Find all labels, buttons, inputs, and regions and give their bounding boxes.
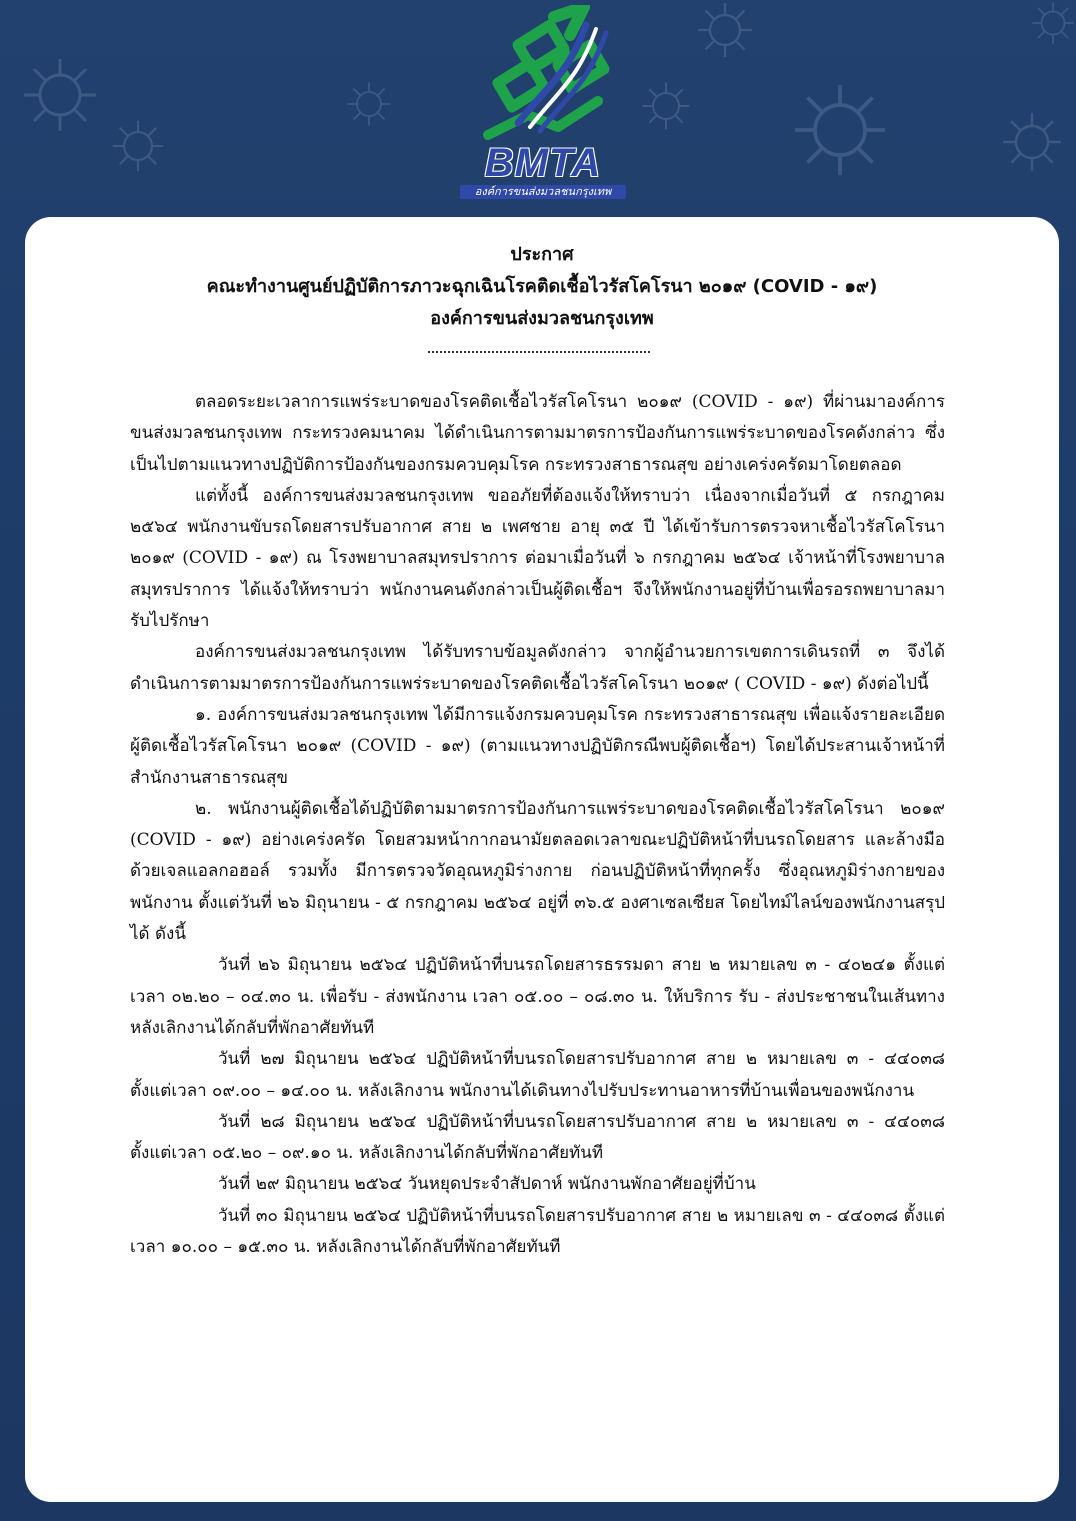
announcement-committee: คณะทำงานศูนย์ปฏิบัติการภาวะฉุกเฉินโรคติดเชื้อไวรัสโคโรนา ๒๐๑๙ (COVID - ๑๙): [206, 276, 878, 297]
announcement-body: [130, 387, 945, 1263]
paragraph: แต่ทั้งนี้ องค์การขนส่งมวลชนกรุงเทพ ขออภัยที่ต้องแจ้งให้ทราบว่า เนื่องจากเมื่อวันที่ ๕ กรกฎาคม ๒๕๖๔ พนักงานขับรถโดยสารปรับอากาศ สาย ๒ เพศชาย อายุ ๓๕ ปี ได้เข้ารับการตรวจหาเชื้อไวรัสโคโรนา ๒๐๑๙ (COVID - ๑๙) ณ โรงพยาบาลสมุทรปราการ ต่อมาเมื่อวันที่ ๖ กรกฎาคม ๒๕๖๔ เจ้าหน้าที่โรงพยาบาลสมุทรปราการ ได้แจ้งให้ทราบว่า พนักงานคนดังกล่าวเป็นผู้ติดเชื้อฯ จึงให้พนักงานอยู่ที่บ้านเพื่อรอรถพยาบาลมารับไปรักษา: [130, 485, 945, 632]
paragraph: ๒. พนักงานผู้ติดเชื้อได้ปฏิบัติตามมาตรการป้องกันการแพร่ระบาดของโรคติดเชื้อไวรัสโคโรนา ๒๐๑๙ (COVID - ๑๙) อย่างเคร่งครัด โดยสวมหน้ากากอนามัยตลอดเวลาขณะปฏิบัติหน้าที่บนรถโดยสาร และล้างมือด้วยเจลแอลกอฮอล์ รวมทั้ง มีการตรวจวัดอุณหภูมิร่างกาย ก่อนปฏิบัติหน้าที่ทุกครั้ง ซึ่งอุณหภูมิร่างกายของพนักงาน ตั้งแต่วันที่ ๒๖ มิถุนายน - ๕ กรกฎาคม ๒๕๖๔ อยู่ที่ ๓๖.๕ องศาเซลเซียส โดยไทม์ไลน์ของพนักงานสรุปได้ ดังนี้: [130, 798, 945, 945]
virus-decoration-icon: [640, 80, 692, 132]
paragraph: ๑. องค์การขนส่งมวลชนกรุงเทพ ได้มีการแจ้งกรมควบคุมโรค กระทรวงสาธารณสุข เพื่อแจ้งรายละเอียดผู้ติดเชื้อไวรัสโคโรนา ๒๐๑๙ (COVID - ๑๙) (ตามแนวทางปฏิบัติกรณีพบผู้ติดเชื้อฯ) โดยได้ประสานเจ้าหน้าที่สำนักงานสาธารณสุข: [130, 704, 945, 788]
virus-decoration-icon: [790, 80, 890, 180]
virus-decoration-icon: [1030, 0, 1076, 46]
bmta-emblem-icon: [458, 5, 628, 145]
announcement-header: [25, 239, 1059, 335]
timeline-entry: วันที่ ๒๘ มิถุนายน ๒๕๖๔ ปฏิบัติหน้าที่บนรถโดยสารปรับอากาศ สาย ๒ หมายเลข ๓ - ๔๔๐๓๘ ตั้งแต่เวลา ๐๕.๒๐ – ๐๙.๑๐ น. หลังเลิกงานได้กลับที่พักอาศัยทันที: [130, 1111, 945, 1164]
paragraph: ตลอดระยะเวลาการแพร่ระบาดของโรคติดเชื้อไวรัสโคโรนา ๒๐๑๙ (COVID - ๑๙) ที่ผ่านมาองค์การขนส่งมวลชนกรุงเทพ กระทรวงคมนาคม ได้ดำเนินการตามมาตรการป้องกันการแพร่ระบาดของโรคดังกล่าว ซึ่งเป็นไปตามแนวทางปฏิบัติการป้องกันของกรมควบคุมโรค กระทรวงสาธารณสุข อย่างเคร่งครัดมาโดยตลอด: [130, 392, 945, 475]
announcement-organization: องค์การขนส่งมวลชนกรุงเทพ: [430, 308, 654, 329]
virus-decoration-icon: [110, 118, 166, 174]
logo-title: BMTA: [484, 141, 602, 185]
virus-decoration-icon: [345, 80, 393, 128]
bmta-logo: [458, 5, 628, 200]
timeline-entry: วันที่ ๓๐ มิถุนายน ๒๕๖๔ ปฏิบัติหน้าที่บนรถโดยสารปรับอากาศ สาย ๒ หมายเลข ๓ - ๔๔๐๓๘ ตั้งแต่เวลา ๑๐.๐๐ – ๑๕.๓๐ น. หลังเลิกงานได้กลับที่พักอาศัยทันที: [130, 1205, 945, 1258]
virus-decoration-icon: [20, 55, 100, 135]
virus-decoration-icon: [1000, 110, 1064, 174]
dotted-divider: [428, 351, 650, 353]
timeline-entry: วันที่ ๒๗ มิถุนายน ๒๕๖๔ ปฏิบัติหน้าที่บนรถโดยสารปรับอากาศ สาย ๒ หมายเลข ๓ - ๔๔๐๓๘ ตั้งแต่เวลา ๐๙.๐๐ – ๑๔.๐๐ น. หลังเลิกงาน พนักงานได้เดินทางไปรับประทานอาหารที่บ้านเพื่อนของพนักงาน: [130, 1049, 945, 1101]
announcement-heading: ประกาศ: [510, 244, 574, 265]
paragraph: องค์การขนส่งมวลชนกรุงเทพ ได้รับทราบข้อมูลดังกล่าว จากผู้อำนวยการเขตการเดินรถที่ ๓ จึงได้ดำเนินการตามมาตรการป้องกันการแพร่ระบาดของโรคติดเชื้อไวรัสโคโรนา ๒๐๑๙ ( COVID - ๑๙) ดังต่อไปนี้: [130, 642, 945, 694]
logo-subtitle: องค์การขนส่งมวลชนกรุงเทพ: [460, 185, 626, 199]
announcement-card: [25, 217, 1059, 1502]
timeline-entry: วันที่ ๒๖ มิถุนายน ๒๕๖๔ ปฏิบัติหน้าที่บนรถโดยสารธรรมดา สาย ๒ หมายเลข ๓ - ๔๐๒๔๑ ตั้งแต่เวลา ๐๒.๒๐ – ๐๔.๓๐ น. เพื่อรับ - ส่งพนักงาน เวลา ๐๕.๐๐ – ๐๘.๓๐ น. ให้บริการ รับ - ส่งประชาชนในเส้นทาง หลังเลิกงานได้กลับที่พักอาศัยทันที: [130, 955, 945, 1038]
virus-decoration-icon: [695, 0, 755, 60]
timeline-entry: วันที่ ๒๙ มิถุนายน ๒๕๖๔ วันหยุดประจำสัปดาห์ พนักงานพักอาศัยอยู่ที่บ้าน: [218, 1174, 756, 1195]
